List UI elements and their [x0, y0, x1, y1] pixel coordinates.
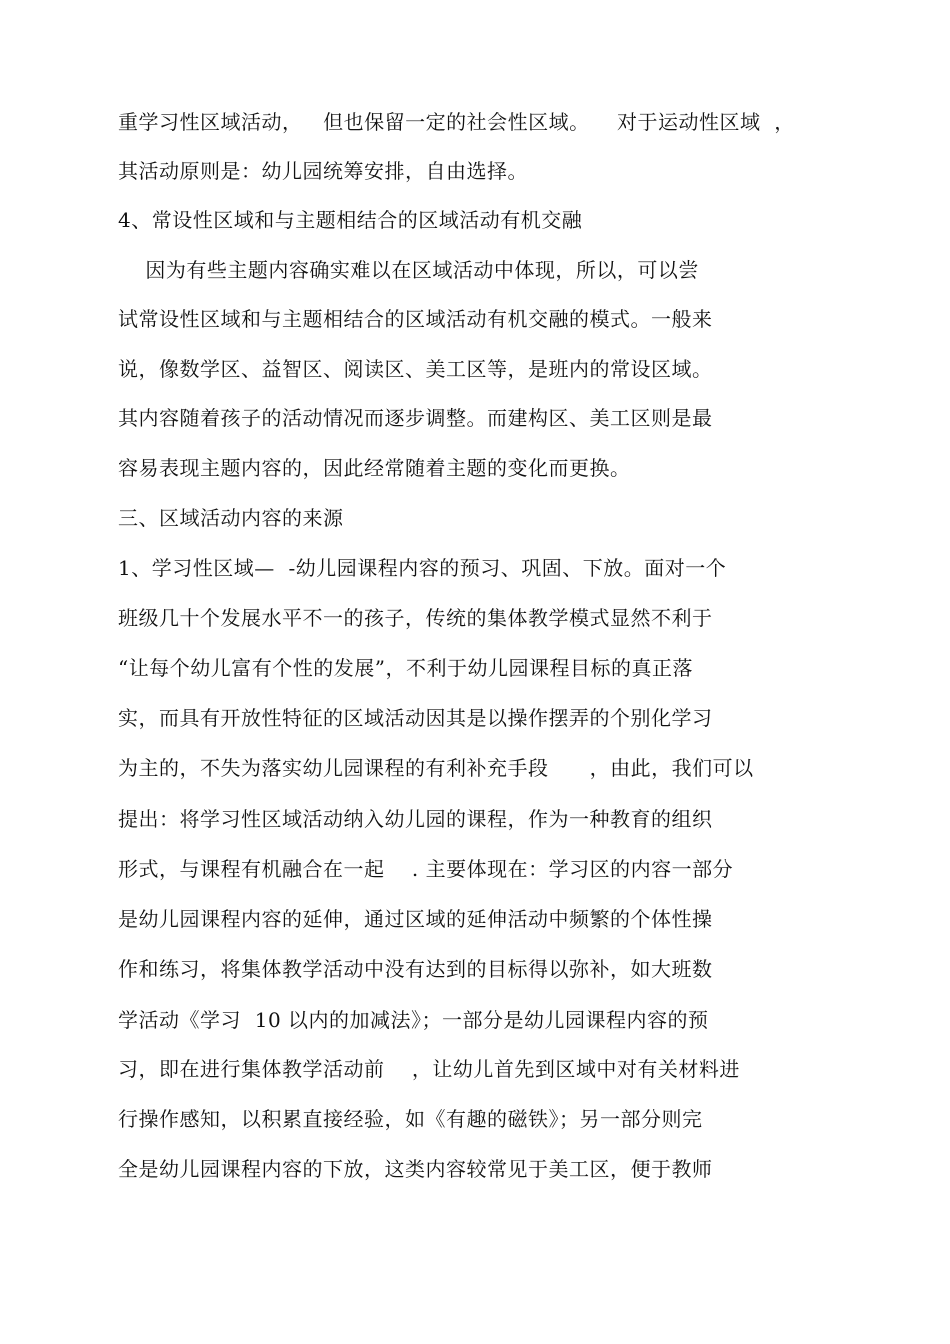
text-line: 其内容随着孩子的活动情况而逐步调整。而建构区、美工区则是最: [118, 406, 713, 430]
text-line: “让每个幼儿富有个性的发展”，不利于幼儿园课程目标的真正落: [118, 656, 693, 680]
text-line: 作和练习，将集体教学活动中没有达到的目标得以弥补，如大班数: [118, 957, 713, 981]
text-line: 说，像数学区、益智区、阅读区、美工区等，是班内的常设区域。: [118, 357, 713, 381]
section-heading: 三、区域活动内容的来源: [118, 506, 344, 530]
text-line: 全是幼儿园课程内容的下放，这类内容较常见于美工区，便于教师: [118, 1157, 713, 1181]
text-line: 是幼儿园课程内容的延伸，通过区域的延伸活动中频繁的个体性操: [118, 907, 713, 931]
text-line: 因为有些主题内容确实难以在区域活动中体现，所以，可以尝: [118, 258, 699, 282]
text-line: 为主的，不失为落实幼儿园课程的有利补充手段 ，由此，我们可以: [118, 756, 754, 780]
text-line: 1、学习性区域— -幼儿园课程内容的预习、巩固、下放。面对一个: [118, 556, 727, 580]
text-line: 提出：将学习性区域活动纳入幼儿园的课程，作为一种教育的组织: [118, 807, 713, 831]
text-line: 试常设性区域和与主题相结合的区域活动有机交融的模式。一般来: [118, 307, 713, 331]
text-line: 行操作感知，以积累直接经验，如《有趣的磁铁》；另一部分则完: [118, 1107, 703, 1131]
text-line: 学活动《学习 10 以内的加减法》；一部分是幼儿园课程内容的预: [118, 1008, 709, 1032]
text-line: 形式，与课程有机融合在一起 . 主要体现在：学习区的内容一部分: [118, 857, 734, 881]
text-line: 习，即在进行集体教学活动前 ，让幼儿首先到区域中对有关材料进: [118, 1057, 740, 1081]
text-line: 其活动原则是：幼儿园统筹安排，自由选择。: [118, 159, 528, 183]
text-line: 容易表现主题内容的，因此经常随着主题的变化而更换。: [118, 456, 631, 480]
text-line: 实，而具有开放性特征的区域活动因其是以操作摆弄的个别化学习: [118, 706, 713, 730]
text-line: 班级几十个发展水平不一的孩子，传统的集体教学模式显然不利于: [118, 606, 713, 630]
text-line: 重学习性区域活动， 但也保留一定的社会性区域。 对于运动性区域 ，: [118, 110, 795, 134]
section-heading: 4、常设性区域和与主题相结合的区域活动有机交融: [118, 208, 583, 232]
